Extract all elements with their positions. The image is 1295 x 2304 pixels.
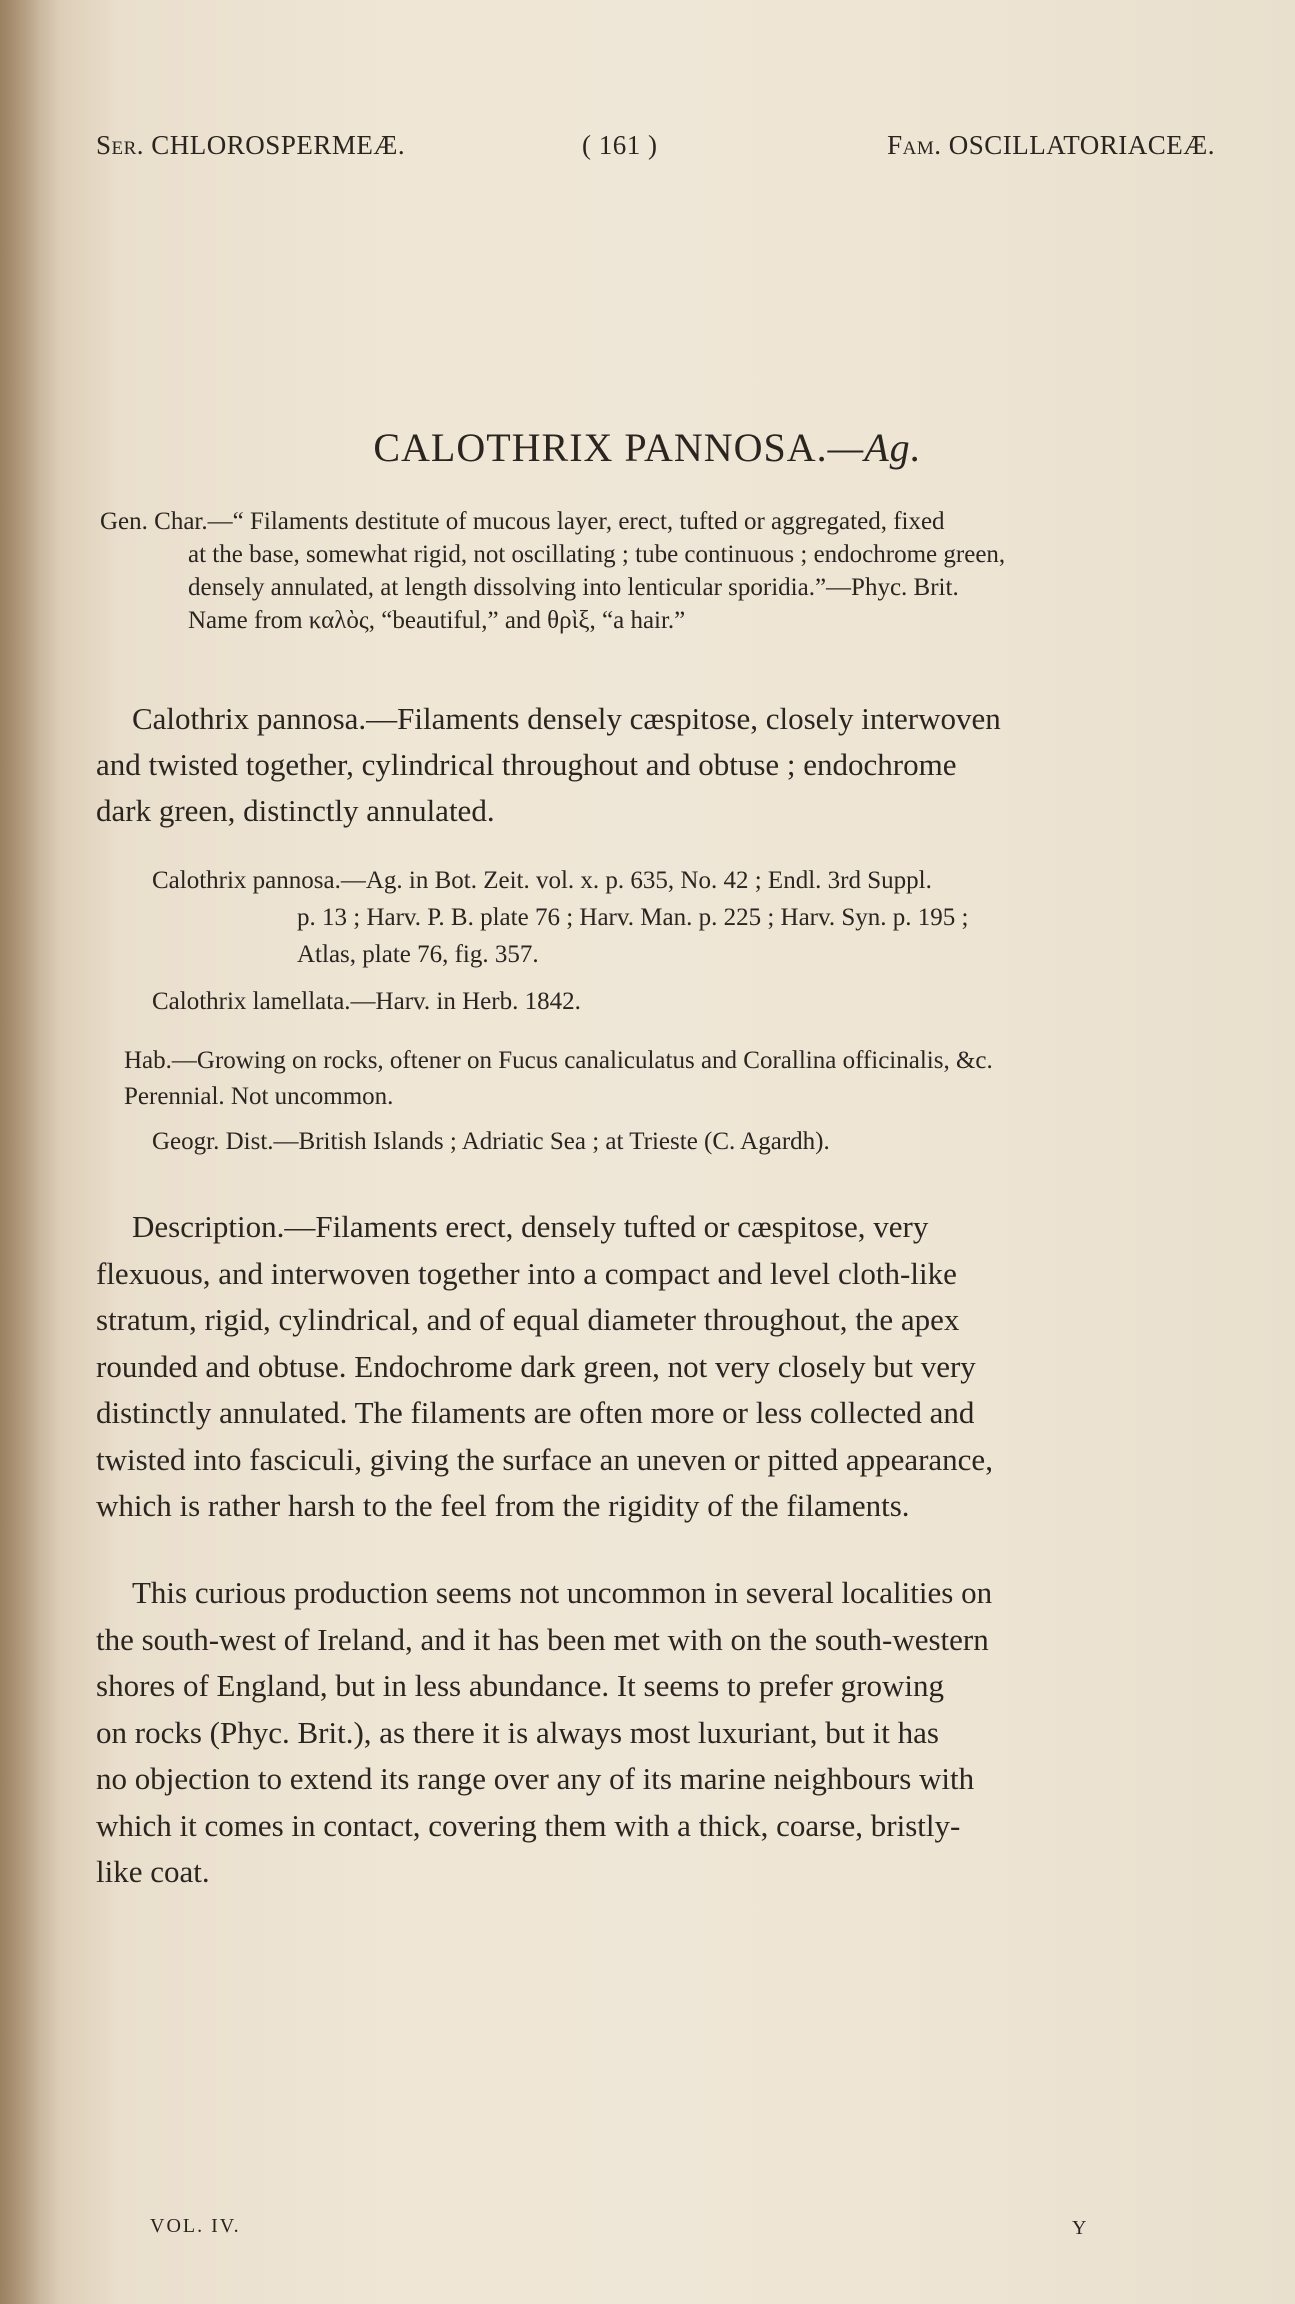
- genchar-line: Name from καλὸς, “beautiful,” and θρὶξ, “a hair.”: [188, 607, 686, 634]
- description-line: stratum, rigid, cylindrical, and of equal diameter throughout, the apex: [96, 1302, 960, 1337]
- habitat-line: Hab.—Growing on rocks, oftener on Fucus canaliculatus and Corallina officinalis, &c.: [124, 1047, 993, 1074]
- genchar-line: Gen. Char.—“ Filaments destitute of mucous layer, erect, tufted or aggregated, fixed: [100, 508, 945, 535]
- habitat: [124, 1043, 1224, 1115]
- synonymy-entry: [152, 862, 1227, 973]
- family-heading: Fam. OSCILLATORIACEÆ.: [887, 130, 1215, 160]
- synonymy-line: Calothrix pannosa.—Ag. in Bot. Zeit. vol. x. p. 635, No. 42 ; Endl. 3rd Suppl.: [152, 867, 932, 894]
- remarks-paragraph: [96, 1570, 1216, 1896]
- species-diagnosis: [96, 696, 1221, 834]
- remarks-line: no objection to extend its range over any of its marine neighbours with: [96, 1761, 975, 1796]
- genchar-line: at the base, somewhat rigid, not oscillating ; tube continuous ; endochrome green,: [188, 541, 1006, 568]
- geographic-distribution: Geogr. Dist.—British Islands ; Adriatic Sea ; at Trieste (C. Agardh).: [152, 1128, 830, 1155]
- generic-character: [100, 505, 1220, 637]
- synonymy-entry-2: Calothrix lamellata.—Harv. in Herb. 1842.: [152, 988, 581, 1015]
- page-title: [0, 424, 1295, 471]
- description-line: rounded and obtuse. Endochrome dark green, not very closely but very: [96, 1348, 976, 1384]
- page-gutter-shadow: [0, 0, 60, 2304]
- description-line: Description.—Filaments erect, densely tufted or cæspitose, very: [132, 1209, 929, 1244]
- diagnosis-line: and twisted together, cylindrical throughout and obtuse ; endochrome: [96, 747, 957, 782]
- running-header: [96, 130, 1215, 170]
- habitat-line: Perennial. Not uncommon.: [124, 1083, 394, 1110]
- description-line: distinctly annulated. The filaments are often more or less collected and: [96, 1395, 975, 1430]
- species-name: CALOTHRIX PANNOSA.: [373, 425, 828, 470]
- remarks-line: like coat.: [96, 1854, 210, 1889]
- description-line: which is rather harsh to the feel from the rigidity of the filaments.: [96, 1488, 910, 1523]
- remarks-line: on rocks (Phyc. Brit.), as there it is always most luxuriant, but it has: [96, 1714, 939, 1750]
- species-author: —Ag.: [827, 425, 922, 470]
- synonymy-line: Atlas, plate 76, fig. 357.: [297, 941, 539, 968]
- description: [96, 1204, 1216, 1530]
- remarks-line: which it comes in contact, covering them with a thick, coarse, bristly-: [96, 1807, 961, 1843]
- volume-signature: VOL. IV.: [150, 2215, 241, 2237]
- page-number: ( 161 ): [582, 130, 658, 160]
- description-line: flexuous, and interwoven together into a compact and level cloth-like: [96, 1255, 957, 1291]
- remarks-line: This curious production seems not uncommon in several localities on: [132, 1575, 993, 1610]
- synonymy-line: p. 13 ; Harv. P. B. plate 76 ; Harv. Man. p. 225 ; Harv. Syn. p. 195 ;: [297, 904, 969, 931]
- genchar-line: densely annulated, at length dissolving into lenticular sporidia.”—Phyc. Brit.: [188, 574, 959, 601]
- gathering-signature: Y: [1072, 2217, 1087, 2239]
- remarks-line: the south-west of Ireland, and it has been met with on the south-western: [96, 1621, 989, 1657]
- diagnosis-line: Calothrix pannosa.—Filaments densely cæspitose, closely interwoven: [132, 701, 1001, 736]
- series-heading: Ser. CHLOROSPERMEÆ.: [96, 130, 406, 160]
- remarks-line: shores of England, but in less abundance. It seems to prefer growing: [96, 1668, 944, 1703]
- diagnosis-line: dark green, distinctly annulated.: [96, 793, 495, 828]
- description-line: twisted into fasciculi, giving the surface an uneven or pitted appearance,: [96, 1441, 993, 1477]
